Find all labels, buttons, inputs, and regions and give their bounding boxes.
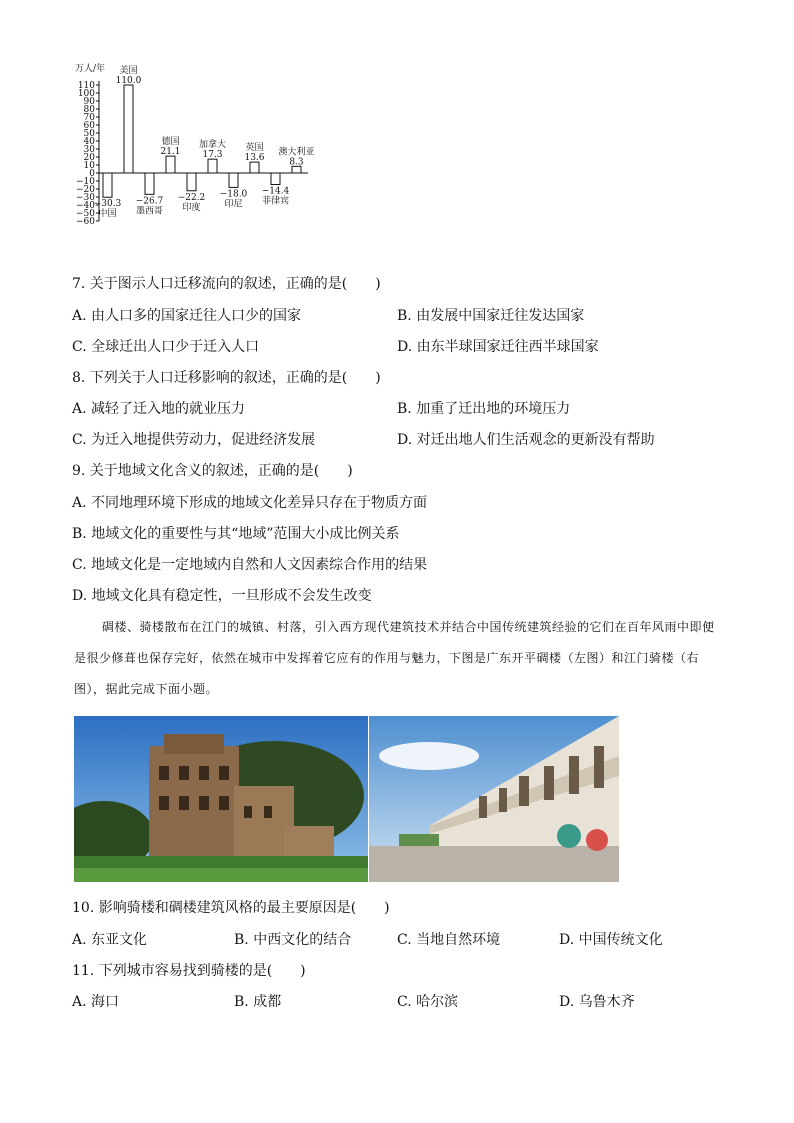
bar-6 <box>208 159 217 173</box>
migration-bar-chart <box>70 55 330 265</box>
q7-option-b[interactable]: B. 由发展中国家迁往发达国家 <box>397 308 585 324</box>
question-8-stem: 8. 下列关于人口迁移影响的叙述，正确的是( ) <box>72 370 381 386</box>
q7-option-c[interactable]: C. 全球迁出人口少于迁入人口 <box>72 339 260 355</box>
question-9-stem: 9. 关于地域文化含义的叙述，正确的是( ) <box>72 463 353 479</box>
diaolou-photo <box>74 716 368 882</box>
y-tick-label: −50 <box>76 209 95 219</box>
y-tick-label: 30 <box>83 145 95 155</box>
q10-option-a[interactable]: A. 东亚文化 <box>72 932 148 948</box>
bar-category-label: 印尼 <box>224 199 243 210</box>
bar-8 <box>250 162 259 173</box>
bar-value-label: 8.3 <box>289 157 304 168</box>
bar-category-label: 加拿大 <box>198 140 227 151</box>
y-tick-label: 110 <box>77 81 95 91</box>
q9-option-a[interactable]: A. 不同地理环境下形成的地域文化差异只存在于物质方面 <box>72 495 428 511</box>
bar-category-label: 美国 <box>119 66 138 76</box>
reading-passage <box>74 612 724 705</box>
bar-value-label: −26.7 <box>135 196 164 207</box>
bar-1 <box>103 173 112 197</box>
qilou-photo <box>369 716 619 882</box>
bar-category-label: 中国 <box>98 209 117 220</box>
q11-option-c[interactable]: C. 哈尔滨 <box>397 994 459 1010</box>
y-tick-label: −40 <box>76 201 95 211</box>
y-tick-label: −10 <box>76 177 95 187</box>
bar-4 <box>166 156 175 173</box>
question-10-stem: 10. 影响骑楼和碉楼建筑风格的最主要原因是( ) <box>72 900 390 916</box>
q10-option-c[interactable]: C. 当地自然环境 <box>397 932 501 948</box>
y-axis-label: 万人/年 <box>75 64 106 74</box>
bar-category-label: 澳大利亚 <box>278 147 315 158</box>
q8-option-a[interactable]: A. 减轻了迁入地的就业压力 <box>72 401 246 417</box>
y-tick-label: −30 <box>76 193 95 203</box>
q7-option-d[interactable]: D. 由东半球国家迁往西半球国家 <box>397 339 599 355</box>
bar-category-label: 菲律宾 <box>261 196 290 207</box>
question-7-stem: 7. 关于图示人口迁移流向的叙述，正确的是( ) <box>72 276 381 292</box>
q11-option-b[interactable]: B. 成都 <box>234 994 282 1010</box>
bar-value-label: −14.4 <box>261 186 290 197</box>
y-tick-label: 20 <box>83 153 95 163</box>
bar-value-label: 17.3 <box>202 150 223 161</box>
q9-option-c[interactable]: C. 地域文化是一定地域内自然和人文因素综合作用的结果 <box>72 557 428 573</box>
y-tick-label: 100 <box>77 89 95 99</box>
bar-value-label: −30.3 <box>93 199 122 210</box>
q8-option-c[interactable]: C. 为迁入地提供劳动力，促进经济发展 <box>72 432 316 448</box>
q11-option-a[interactable]: A. 海口 <box>72 994 120 1010</box>
q11-option-d[interactable]: D. 乌鲁木齐 <box>559 994 635 1010</box>
q9-option-b[interactable]: B. 地域文化的重要性与其“地域”范围大小成比例关系 <box>72 526 400 542</box>
y-tick-label: 80 <box>83 105 95 115</box>
y-tick-label: 60 <box>83 121 95 131</box>
bar-value-label: 110.0 <box>115 76 142 86</box>
y-tick-label: 50 <box>83 129 95 139</box>
y-tick-label: 90 <box>83 97 95 107</box>
bar-5 <box>187 173 196 191</box>
y-tick-label: 70 <box>83 113 95 123</box>
q10-option-d[interactable]: D. 中国传统文化 <box>559 932 663 948</box>
y-tick-label: 10 <box>83 161 95 171</box>
bar-category-label: 英国 <box>245 143 264 154</box>
q8-option-d[interactable]: D. 对迁出地人们生活观念的更新没有帮助 <box>397 432 655 448</box>
bar-category-label: 德国 <box>161 137 180 148</box>
bar-value-label: 13.6 <box>244 153 265 164</box>
y-tick-label: 40 <box>83 137 95 147</box>
bar-3 <box>145 173 154 194</box>
bar-2 <box>124 85 133 173</box>
bar-7 <box>229 173 238 187</box>
chart-bars <box>94 64 315 219</box>
passage-text: 碉楼、骑楼散布在江门的城镇、村落，引入西方现代建筑技术并结合中国传统建筑经验的它们在百年风雨中即便是很少修葺也保存完好，依然在城市中发挥着它应有的作用与魅力，下图是广东开平碉楼（左图）和江门骑楼（右图），据此完成下面小题。 <box>74 620 715 696</box>
y-tick-label: −20 <box>76 185 95 195</box>
q8-option-b[interactable]: B. 加重了迁出地的环境压力 <box>397 401 571 417</box>
q10-option-b[interactable]: B. 中西文化的结合 <box>234 932 352 948</box>
bar-category-label: 印度 <box>182 202 201 213</box>
q9-option-d[interactable]: D. 地域文化具有稳定性，一旦形成不会发生改变 <box>72 588 372 604</box>
bar-value-label: −18.0 <box>219 189 248 200</box>
q7-option-a[interactable]: A. 由人口多的国家迁往人口少的国家 <box>72 308 302 324</box>
y-tick-label: −60 <box>76 217 95 227</box>
question-11-stem: 11. 下列城市容易找到骑楼的是( ) <box>72 963 306 979</box>
bar-9 <box>271 173 280 185</box>
bar-value-label: 21.1 <box>160 147 181 158</box>
y-tick-label: 0 <box>89 169 95 179</box>
bar-category-label: 墨西哥 <box>135 206 164 217</box>
bar-value-label: −22.2 <box>177 192 206 203</box>
